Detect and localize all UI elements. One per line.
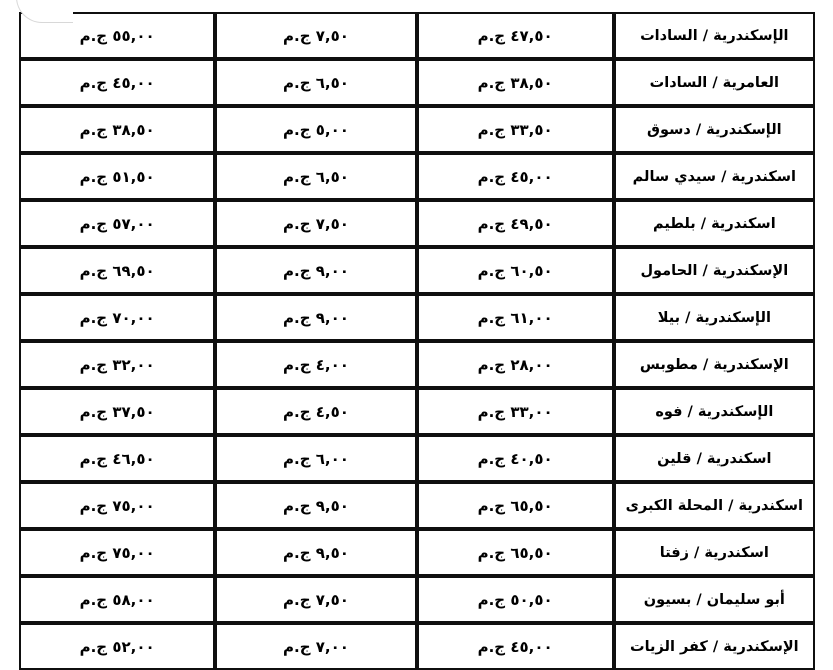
table-row xyxy=(19,12,815,59)
current-fare-cell: ٤٩,٥٠ ج.م xyxy=(417,200,614,247)
new-fare-cell: ٣٨,٥٠ ج.م xyxy=(19,106,215,153)
increase-amount-cell: ٩,٥٠ ج.م xyxy=(215,529,416,576)
route-cell: اسكندرية / زفتا xyxy=(614,529,815,576)
route-cell: الإسكندرية / كفر الزيات xyxy=(614,623,815,670)
increase-amount-cell: ٦,٥٠ ج.م xyxy=(215,153,416,200)
current-fare-cell: ٢٨,٠٠ ج.م xyxy=(417,341,614,388)
route-cell: أبو سليمان / بسيون xyxy=(614,576,815,623)
new-fare-cell: ٥١,٥٠ ج.م xyxy=(19,153,215,200)
current-fare-cell: ٣٨,٥٠ ج.م xyxy=(417,59,614,106)
table-row xyxy=(19,247,815,294)
current-fare-cell: ٦١,٠٠ ج.م xyxy=(417,294,614,341)
route-cell: الإسكندرية / دسوق xyxy=(614,106,815,153)
route-cell: اسكندرية / المحلة الكبرى xyxy=(614,482,815,529)
new-fare-cell: ٥٨,٠٠ ج.م xyxy=(19,576,215,623)
new-fare-cell: ٣٧,٥٠ ج.م xyxy=(19,388,215,435)
increase-amount-cell: ٦,٥٠ ج.م xyxy=(215,59,416,106)
increase-amount-cell: ٧,٠٠ ج.م xyxy=(215,623,416,670)
table-row xyxy=(19,576,815,623)
increase-amount-cell: ٤,٥٠ ج.م xyxy=(215,388,416,435)
current-fare-cell: ٦٥,٥٠ ج.م xyxy=(417,482,614,529)
table-row xyxy=(19,294,815,341)
table-row xyxy=(19,59,815,106)
increase-amount-cell: ٧,٥٠ ج.م xyxy=(215,200,416,247)
increase-amount-cell: ٥,٠٠ ج.م xyxy=(215,106,416,153)
current-fare-cell: ٤٧,٥٠ ج.م xyxy=(417,12,614,59)
route-cell: اسكندرية / قلين xyxy=(614,435,815,482)
route-cell: اسكندرية / بلطيم xyxy=(614,200,815,247)
new-fare-cell: ٤٦,٥٠ ج.م xyxy=(19,435,215,482)
increase-amount-cell: ٩,٠٠ ج.م xyxy=(215,247,416,294)
new-fare-cell: ٤٥,٠٠ ج.م xyxy=(19,59,215,106)
increase-amount-cell: ٧,٥٠ ج.م xyxy=(215,12,416,59)
current-fare-cell: ٤٠,٥٠ ج.م xyxy=(417,435,614,482)
route-cell: اسكندرية / سيدي سالم xyxy=(614,153,815,200)
fare-table-body xyxy=(19,12,815,670)
increase-amount-cell: ٧,٥٠ ج.م xyxy=(215,576,416,623)
new-fare-cell: ٥٢,٠٠ ج.م xyxy=(19,623,215,670)
new-fare-cell: ٧٥,٠٠ ج.م xyxy=(19,529,215,576)
current-fare-cell: ٦٥,٥٠ ج.م xyxy=(417,529,614,576)
current-fare-cell: ٦٠,٥٠ ج.م xyxy=(417,247,614,294)
current-fare-cell: ٣٣,٠٠ ج.م xyxy=(417,388,614,435)
new-fare-cell: ٥٥,٠٠ ج.م xyxy=(19,12,215,59)
new-fare-cell: ٥٧,٠٠ ج.م xyxy=(19,200,215,247)
route-cell: الإسكندرية / فوه xyxy=(614,388,815,435)
current-fare-cell: ٤٥,٠٠ ج.م xyxy=(417,153,614,200)
table-row xyxy=(19,106,815,153)
table-row xyxy=(19,482,815,529)
new-fare-cell: ٦٩,٥٠ ج.م xyxy=(19,247,215,294)
table-row xyxy=(19,388,815,435)
increase-amount-cell: ٩,٥٠ ج.م xyxy=(215,482,416,529)
route-cell: العامرية / السادات xyxy=(614,59,815,106)
table-row xyxy=(19,200,815,247)
table-row xyxy=(19,529,815,576)
table-row xyxy=(19,153,815,200)
increase-amount-cell: ٦,٠٠ ج.م xyxy=(215,435,416,482)
increase-amount-cell: ٤,٠٠ ج.م xyxy=(215,341,416,388)
route-cell: الإسكندرية / مطوبس xyxy=(614,341,815,388)
increase-amount-cell: ٩,٠٠ ج.م xyxy=(215,294,416,341)
new-fare-cell: ٧٥,٠٠ ج.م xyxy=(19,482,215,529)
current-fare-cell: ٤٥,٠٠ ج.م xyxy=(417,623,614,670)
table-row xyxy=(19,341,815,388)
route-cell: الإسكندرية / بيلا xyxy=(614,294,815,341)
current-fare-cell: ٣٣,٥٠ ج.م xyxy=(417,106,614,153)
new-fare-cell: ٣٢,٠٠ ج.م xyxy=(19,341,215,388)
new-fare-cell: ٧٠,٠٠ ج.م xyxy=(19,294,215,341)
route-cell: الإسكندرية / السادات xyxy=(614,12,815,59)
fare-table xyxy=(19,12,815,670)
route-cell: الإسكندرية / الحامول xyxy=(614,247,815,294)
current-fare-cell: ٥٠,٥٠ ج.م xyxy=(417,576,614,623)
table-row xyxy=(19,435,815,482)
table-row xyxy=(19,623,815,670)
